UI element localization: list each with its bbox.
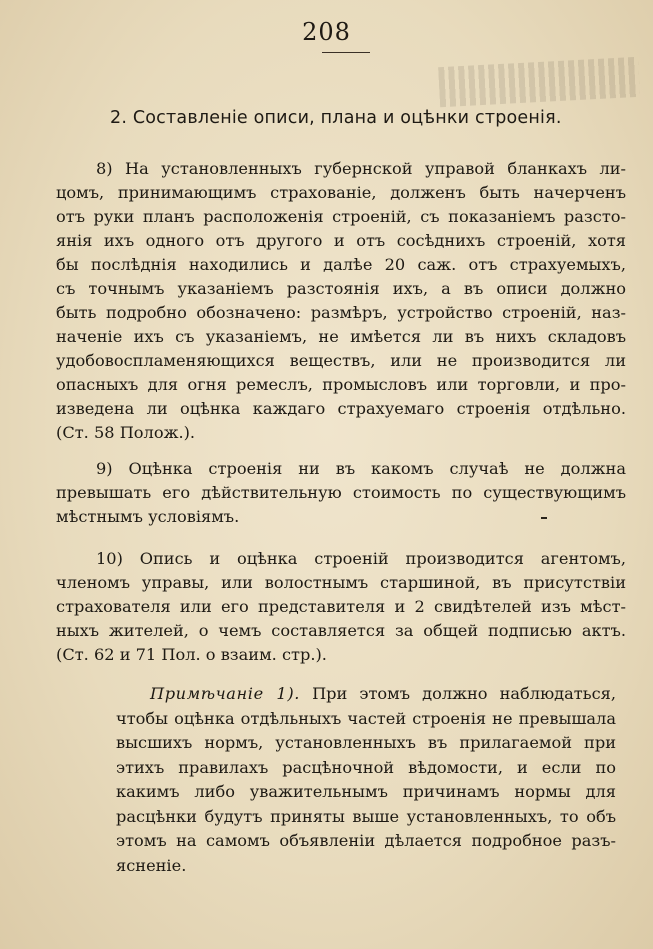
text-line: высшихъ нормъ, установленныхъ въ прилагаемой при xyxy=(116,733,616,752)
page-number: 208 xyxy=(302,18,351,46)
text-line: страхователя или его представителя и 2 свидѣтелей изъ мѣст- xyxy=(56,597,626,616)
paragraph-8 xyxy=(56,157,626,445)
text-line: удобовоспламеняющихся веществъ, или не производится ли xyxy=(56,351,626,370)
text-line: ныхъ жителей, о чемъ составляется за общей подписью актъ. xyxy=(56,621,626,640)
text-line: 9) Оцѣнка строенія ни въ какомъ случаѣ не должна xyxy=(96,459,626,478)
text-line: цомъ, принимающимъ страхованіе, долженъ быть начерченъ xyxy=(56,183,626,202)
text-line: 10) Опись и оцѣнка строеній производится агентомъ, xyxy=(96,549,626,568)
note-label: Примѣчаніе 1). xyxy=(150,684,300,703)
text-line: мѣстнымъ условіямъ. xyxy=(56,507,240,526)
section-heading: 2. Составленіе описи, плана и оцѣнки строенія. xyxy=(110,108,562,128)
note-first-line-text: При этомъ должно наблюдаться, xyxy=(312,684,616,703)
show-through-bleed xyxy=(438,57,640,107)
text-line: превышать его дѣйствительную стоимость по существующимъ xyxy=(56,483,626,502)
text-line: съ точнымъ указаніемъ разстоянія ихъ, а въ описи должно xyxy=(56,279,626,298)
text-line: отъ руки планъ расположенія строеній, съ показаніемъ разсто- xyxy=(56,207,626,226)
note-block xyxy=(116,682,616,878)
ink-speck xyxy=(541,517,547,519)
text-line: ясненіе. xyxy=(116,855,187,875)
text-line: членомъ управы, или волостнымъ старшиной, въ присутствіи xyxy=(56,573,626,592)
text-line: чтобы оцѣнка отдѣльныхъ частей строенія не превышала xyxy=(116,708,616,728)
text-line: расцѣнки будутъ приняты выше установленныхъ, то объ xyxy=(116,806,616,826)
text-line: бы послѣднія находились и далѣе 20 саж. отъ страхуемыхъ, xyxy=(56,255,626,274)
text-line: (Ст. 58 Полож.). xyxy=(56,423,196,442)
text-line: янія ихъ одного отъ другого и отъ сосѣднихъ строеній, хотя xyxy=(56,231,626,250)
text-line: какимъ либо уважительнымъ причинамъ нормы для xyxy=(116,782,616,801)
text-line: этихъ правилахъ расцѣночной вѣдомости, и если по xyxy=(116,757,616,777)
text-line: изведена ли оцѣнка каждаго страхуемаго строенія отдѣльно. xyxy=(56,399,626,418)
text-line: 8) На установленныхъ губернской управой бланкахъ ли- xyxy=(96,159,626,178)
text-line: этомъ на самомъ объявленіи дѣлается подробное разъ- xyxy=(116,831,616,850)
page-number-underline xyxy=(322,52,370,53)
text-line: быть подробно обозначено: размѣръ, устройство строеній, наз- xyxy=(56,303,626,322)
note-first-line xyxy=(116,682,616,707)
paragraph-10 xyxy=(56,547,626,667)
text-line: наченіе ихъ съ указаніемъ, не имѣется ли въ нихъ складовъ xyxy=(56,327,626,346)
text-line: опасныхъ для огня ремеслъ, промысловъ или торговли, и про- xyxy=(56,375,626,394)
text-line: (Ст. 62 и 71 Пол. о взаим. стр.). xyxy=(56,645,327,664)
